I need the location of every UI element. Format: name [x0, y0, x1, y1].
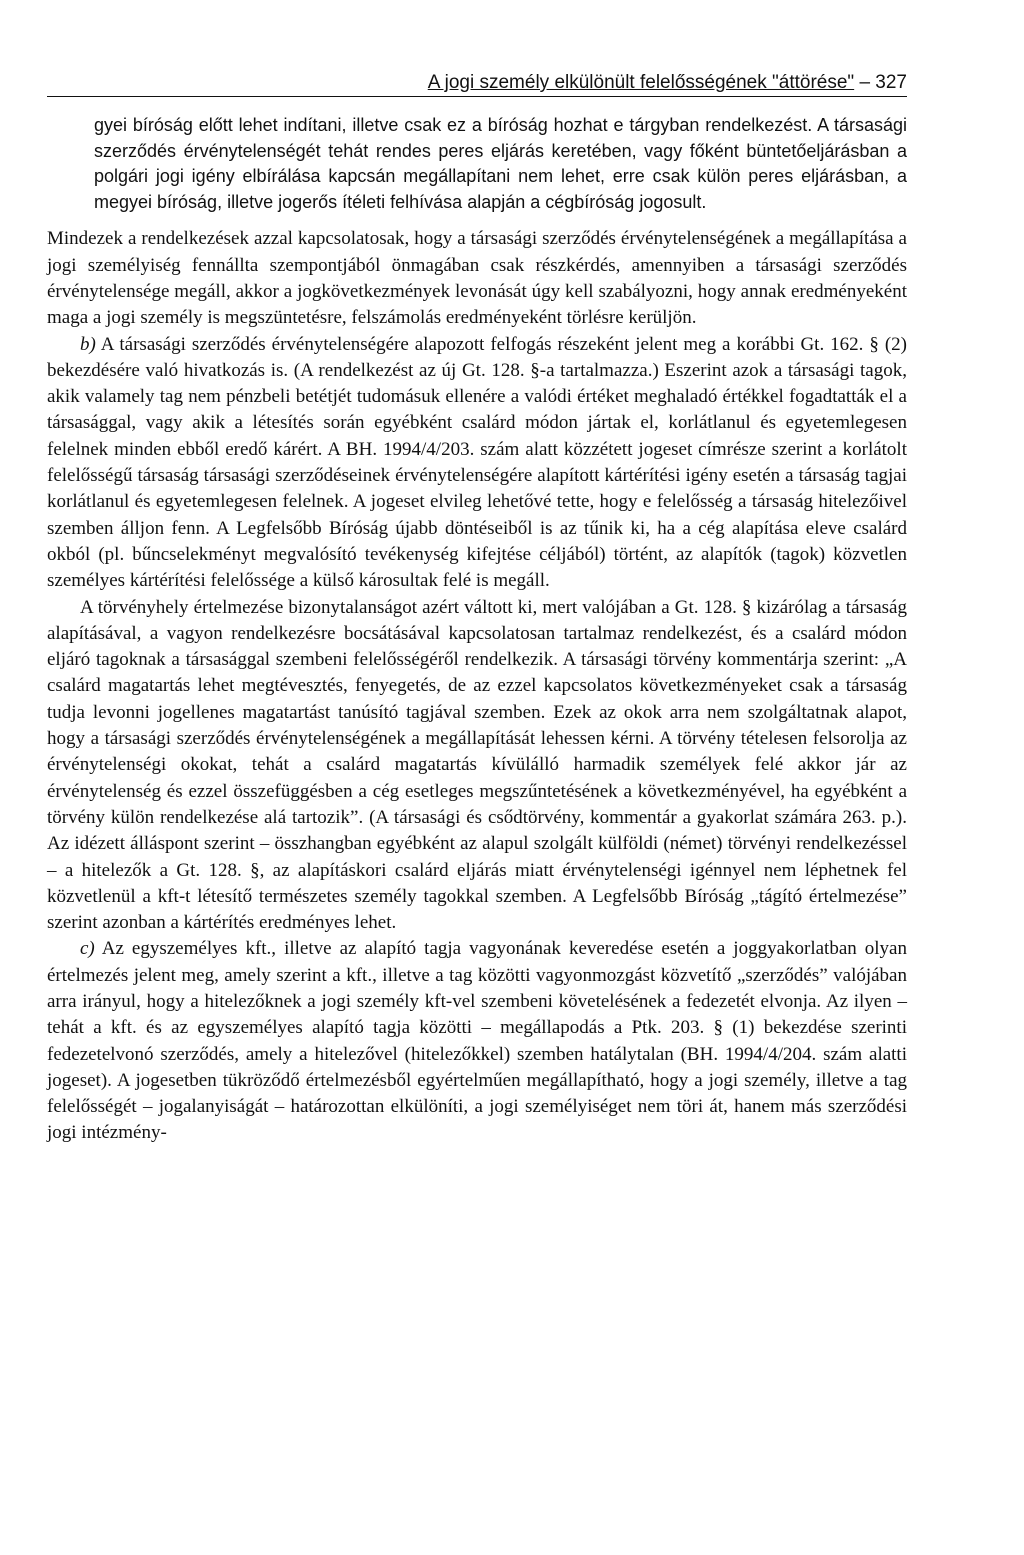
paragraph-torvenyhely — [47, 595, 907, 937]
paragraph-label: c) — [80, 938, 95, 960]
indented-paragraph: gyei bíróság előtt lehet indítani, illetve csak ez a bíróság hozhat e tárgyban rendelkezést. A társasági szerződés érvénytelenségét tehát rendes peres eljárás keretében, vagy főként büntetőeljárásban a polgári jogi igény elbírálása kapcsán megállapítani nem lehet, erre csak külön peres eljárásban, a megyei bíróság, illetve jogerős ítéleti felhívása alapján a cégbíróság jogosult. — [94, 115, 907, 212]
paragraph-text: A társasági szerződés érvénytelenségére alapozott felfogás részeként jelent meg a korábbi Gt. 162. § (2) bekezdésére való hivatkozás is. (A rendelkezést az új Gt. 128. §-a tartalmazza.) Eszerint azok a társasági tagok, akik valamely tag nem pénzbeli betétjét tudomásuk ellenére a valódi értéket meghaladó értékkel fogadtatták el a társasággal, vagy akik a létesítés során egyébként csalárd módon jártak el, korlátlanul és egyetemlegesen felelnek minden ebből eredő kárért. A BH. 1994/4/203. szám alatt közzétett jogeset címrésze szerint a korlátolt felelősségű társaság társasági szerződéseinek érvénytelenségére alapított kártérítési igény esetén a társaság tagjai korlátlanul és egyetemlegesen felelnek. A jogeset elvileg lehetővé tette, hogy e felelősség a társaság hitelezőivel szemben álljon fenn. A Legfelsőbb Bíróság újabb döntéseiből is az tűnik ki, ha a cég alapítása eleve csalárd okból (pl. bűncselekményt megvalósító tevékenység kifejtése céljából) történt, az alapítók (tagok) közvetlen személyes kártérítési felelőssége a külső károsultak felé is megáll. — [47, 333, 907, 592]
paragraph-text: Az egyszemélyes kft., illetve az alapító tagja vagyonának keveredése esetén a joggyakorlatban olyan értelmezés jelent meg, amely szerint a kft., illetve a tag közötti vagyonmozgást közvetítő „szerződés” valójában arra irányul, hogy a hitelezőknek a jogi személy kft-vel szembeni követelésének a fedezetét elvonja. Az ilyen – tehát a kft. és az egyszemélyes alapító tagja közötti – megállapodás a Ptk. 203. § (1) bekezdése szerinti fedezetelvonó szerződés, amely a hitelezővel (hitelezőkkel) szemben hatálytalan (BH. 1994/4/204. szám alatti jogeset). A jogesetben tükröződő értelmezésből egyértelműen megállapítható, hogy a jogi személy, illetve a tag felelősségét – jogalanyiságát – határozottan elkülöníti, a jogi személyiséget nem töri át, hanem más szerződési jogi intézmény- — [47, 938, 907, 1144]
paragraph-label: b) — [80, 333, 96, 355]
header-title: A jogi személy elkülönült felelősségének "áttörése" — [427, 72, 855, 93]
paragraph-mindezek — [47, 226, 907, 331]
running-header — [47, 70, 907, 97]
header-separator: – — [854, 72, 876, 93]
paragraph-text: A törvényhely értelmezése bizonytalanságot azért váltott ki, mert valójában a Gt. 128. § kizárólag a társaság alapításával, a vagyon rendelkezésre bocsátásával kapcsolatosan tartalmaz rendelkezést, és a csalárd módon eljáró tagoknak a társasággal szembeni felelősségéről rendelkezik. A társasági törvény kommentárja szerint: „A csalárd magatartás lehet megtévesztés, fenyegetés, de az ezzel kapcsolatos következményeket csak a társaság tudja levonni jogellenes magatartást tanúsító tagjával szemben. Ezek az okok arra nem szolgáltatnak alapot, hogy a társasági szerződés érvénytelenségének a megállapítását lehessen kérni. A törvény tételesen felsorolja az érvénytelenségi okokat, tehát a csalárd magatartás kívülálló harmadik személyek felé akkor jár az érvénytelenség és ezzel összefüggésben a cég esetleges megszűntetésének a következményével, ha egyébként a törvény külön rendelkezése alá tartozik”. (A társasági és csődtörvény, kommentár a gyakorlat számára 263. p.). Az idézett álláspont szerint – összhangban egyébként az alapul szolgált külföldi (német) törvényi rendelkezéssel – a hitelezők a Gt. 128. §, az alapításkori csalárd eljárás miatt érvénytelenségi igénnyel nem léphetnek fel közvetlenül a kft-t létesítő természetes személy tagokkal szemben. A Legfelsőbb Bíróság „tágító értelmezése” szerint azonban a kártérítés eredményes lehet. — [47, 596, 907, 934]
page-body — [47, 113, 907, 1147]
page-number: 327 — [875, 72, 907, 93]
paragraph-c — [47, 936, 907, 1146]
paragraph-text: Mindezek a rendelkezések azzal kapcsolatosak, hogy a társasági szerződés érvénytelenségének a megállapítása a jogi személyiség fennállta szempontjából önmagában csak részkérdés, amennyiben a társasági szerződés érvénytelensége megáll, akkor a jogkövetkezmények levonását úgy kell szabályozni, hogy annak eredményeként maga a jogi személy is megszüntetésre, felszámolás eredményeként törlésre kerüljön. — [47, 228, 907, 329]
paragraph-b — [47, 332, 907, 595]
